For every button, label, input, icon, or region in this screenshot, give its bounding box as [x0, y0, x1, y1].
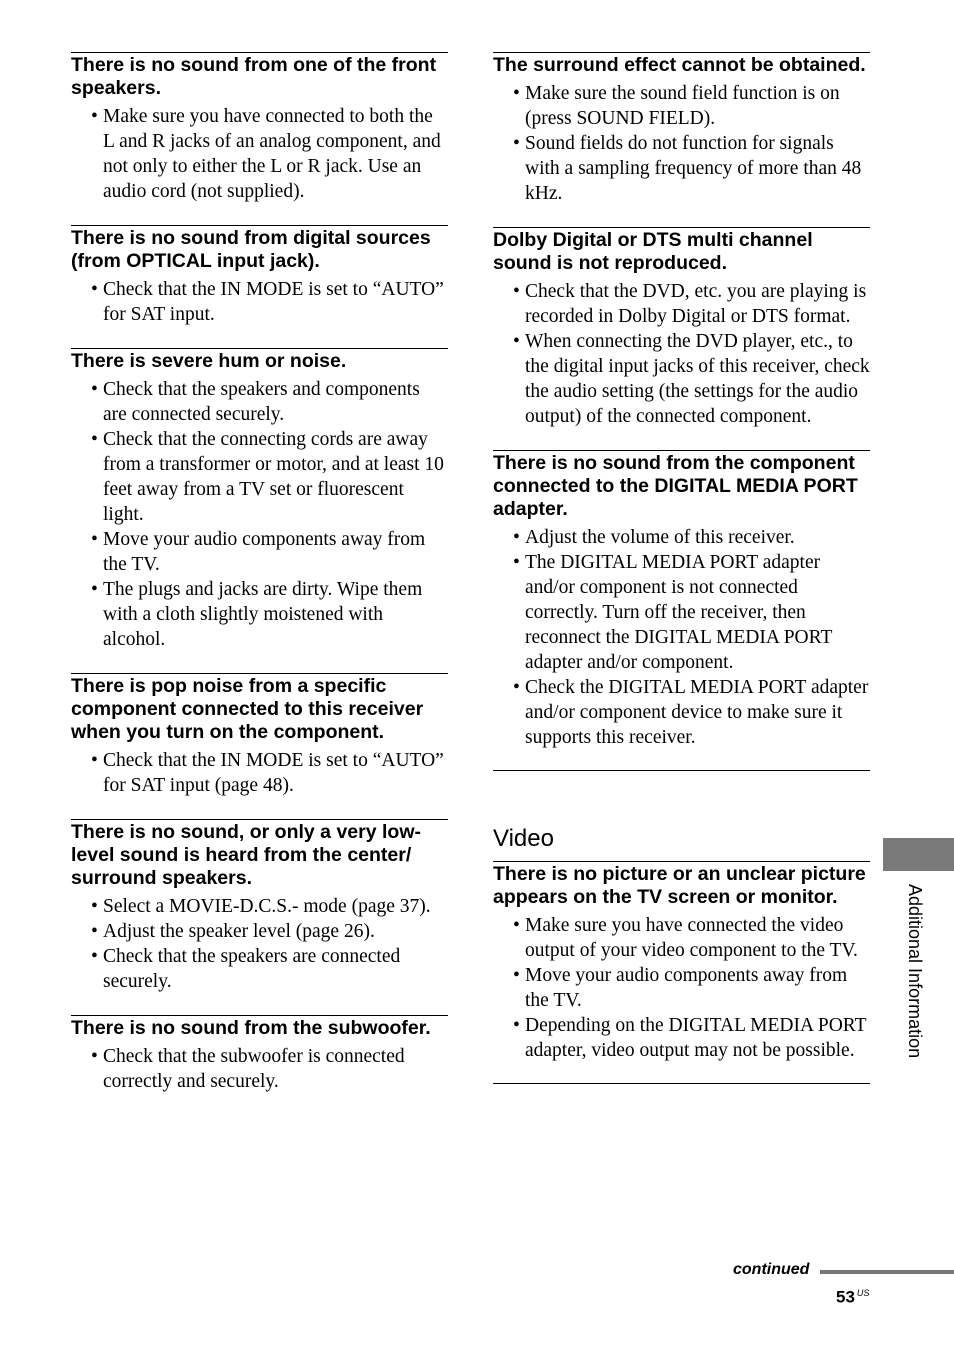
list-item: • The plugs and jacks are dirty. Wipe them with a cloth slightly moistened with alcohol.	[71, 577, 448, 652]
chapter-tab	[883, 838, 954, 871]
bullet-list	[71, 277, 448, 327]
continued-bar	[820, 1270, 954, 1274]
list-item: • Check that the IN MODE is set to “AUTO” for SAT input (page 48).	[71, 748, 448, 798]
list-item: • Move your audio components away from the TV.	[71, 527, 448, 577]
list-item: • Check that the speakers are connected securely.	[71, 944, 448, 994]
list-item: • Check the DIGITAL MEDIA PORT adapter and/or component device to make sure it supports this receiver.	[493, 675, 870, 750]
list-item: • Make sure the sound field function is on (press SOUND FIELD).	[493, 81, 870, 131]
side-label-text: Additional Information	[905, 884, 925, 1059]
troubleshoot-section	[71, 673, 448, 798]
page-number	[836, 1283, 869, 1308]
bullet-list	[493, 913, 870, 1063]
section-heading: There is no sound from the subwoofer.	[71, 1017, 431, 1039]
list-item: • Check that the connecting cords are away from a transformer or motor, and at least 10 feet away from a TV set or fluorescent light.	[71, 427, 448, 527]
section-heading: There is no sound from one of the front speakers.	[71, 54, 437, 99]
section-heading: Dolby Digital or DTS multi channel sound is not reproduced.	[493, 229, 813, 274]
list-item: • When connecting the DVD player, etc., to the digital input jacks of this receiver, check the audio setting (the settings for the audio output) of the connected component.	[493, 329, 870, 429]
section-heading: There is no sound from the component connected to the DIGITAL MEDIA PORT adapter.	[493, 452, 858, 520]
list-item: • Adjust the speaker level (page 26).	[71, 919, 448, 944]
troubleshoot-section	[71, 225, 448, 327]
troubleshoot-section	[71, 819, 448, 994]
section-heading: There is pop noise from a specific component connected to this receiver when you turn on the component.	[71, 675, 424, 743]
list-item: • The DIGITAL MEDIA PORT adapter and/or component is not connected correctly. Turn off the receiver, then reconnect the DIGITAL MEDIA PORT adapter and/or component.	[493, 550, 870, 675]
list-item: • Check that the speakers and components are connected securely.	[71, 377, 448, 427]
continued-label: continued	[733, 1261, 810, 1278]
chapter-divider	[493, 770, 870, 1084]
troubleshoot-section	[493, 227, 870, 429]
troubleshoot-section	[71, 52, 448, 204]
troubleshoot-section	[493, 861, 870, 1063]
chapter-title: Video	[493, 825, 554, 852]
section-heading: There is severe hum or noise.	[71, 350, 347, 372]
bullet-list	[493, 525, 870, 750]
bullet-list	[493, 279, 870, 429]
section-heading: There is no sound from digital sources (from OPTICAL input jack).	[71, 227, 431, 272]
bullet-list	[71, 1044, 448, 1094]
list-item: • Check that the IN MODE is set to “AUTO” for SAT input.	[71, 277, 448, 327]
section-heading: There is no picture or an unclear picture appears on the TV screen or monitor.	[493, 863, 866, 908]
bullet-list	[71, 894, 448, 994]
section-end-rule	[493, 1083, 870, 1084]
troubleshoot-section	[493, 52, 870, 206]
page-number-suffix: US	[856, 1288, 870, 1298]
side-label	[905, 884, 929, 1104]
list-item: • Check that the DVD, etc. you are playing is recorded in Dolby Digital or DTS format.	[493, 279, 870, 329]
list-item: • Make sure you have connected the video output of your video component to the TV.	[493, 913, 870, 963]
troubleshoot-section	[493, 450, 870, 750]
bullet-list	[493, 81, 870, 206]
list-item: • Move your audio components away from the TV.	[493, 963, 870, 1013]
troubleshoot-section	[71, 1015, 448, 1094]
bullet-list	[71, 748, 448, 798]
list-item: • Sound fields do not function for signals with a sampling frequency of more than 48 kHz.	[493, 131, 870, 206]
list-item: • Check that the subwoofer is connected correctly and securely.	[71, 1044, 448, 1094]
troubleshoot-section	[71, 348, 448, 652]
left-column	[71, 52, 448, 1115]
section-heading: There is no sound, or only a very low-level sound is heard from the center/ surround speakers.	[71, 821, 421, 889]
right-column	[493, 52, 870, 1084]
list-item: • Adjust the volume of this receiver.	[493, 525, 870, 550]
list-item: • Make sure you have connected to both the L and R jacks of an analog component, and not only to either the L or R jack. Use an audio cord (not supplied).	[71, 104, 448, 204]
list-item: • Depending on the DIGITAL MEDIA PORT adapter, video output may not be possible.	[493, 1013, 870, 1063]
page-number-value: 53	[836, 1287, 855, 1307]
list-item: • Select a MOVIE-D.C.S.- mode (page 37).	[71, 894, 448, 919]
bullet-list	[71, 104, 448, 204]
bullet-list	[71, 377, 448, 652]
section-heading: The surround effect cannot be obtained.	[493, 54, 866, 76]
